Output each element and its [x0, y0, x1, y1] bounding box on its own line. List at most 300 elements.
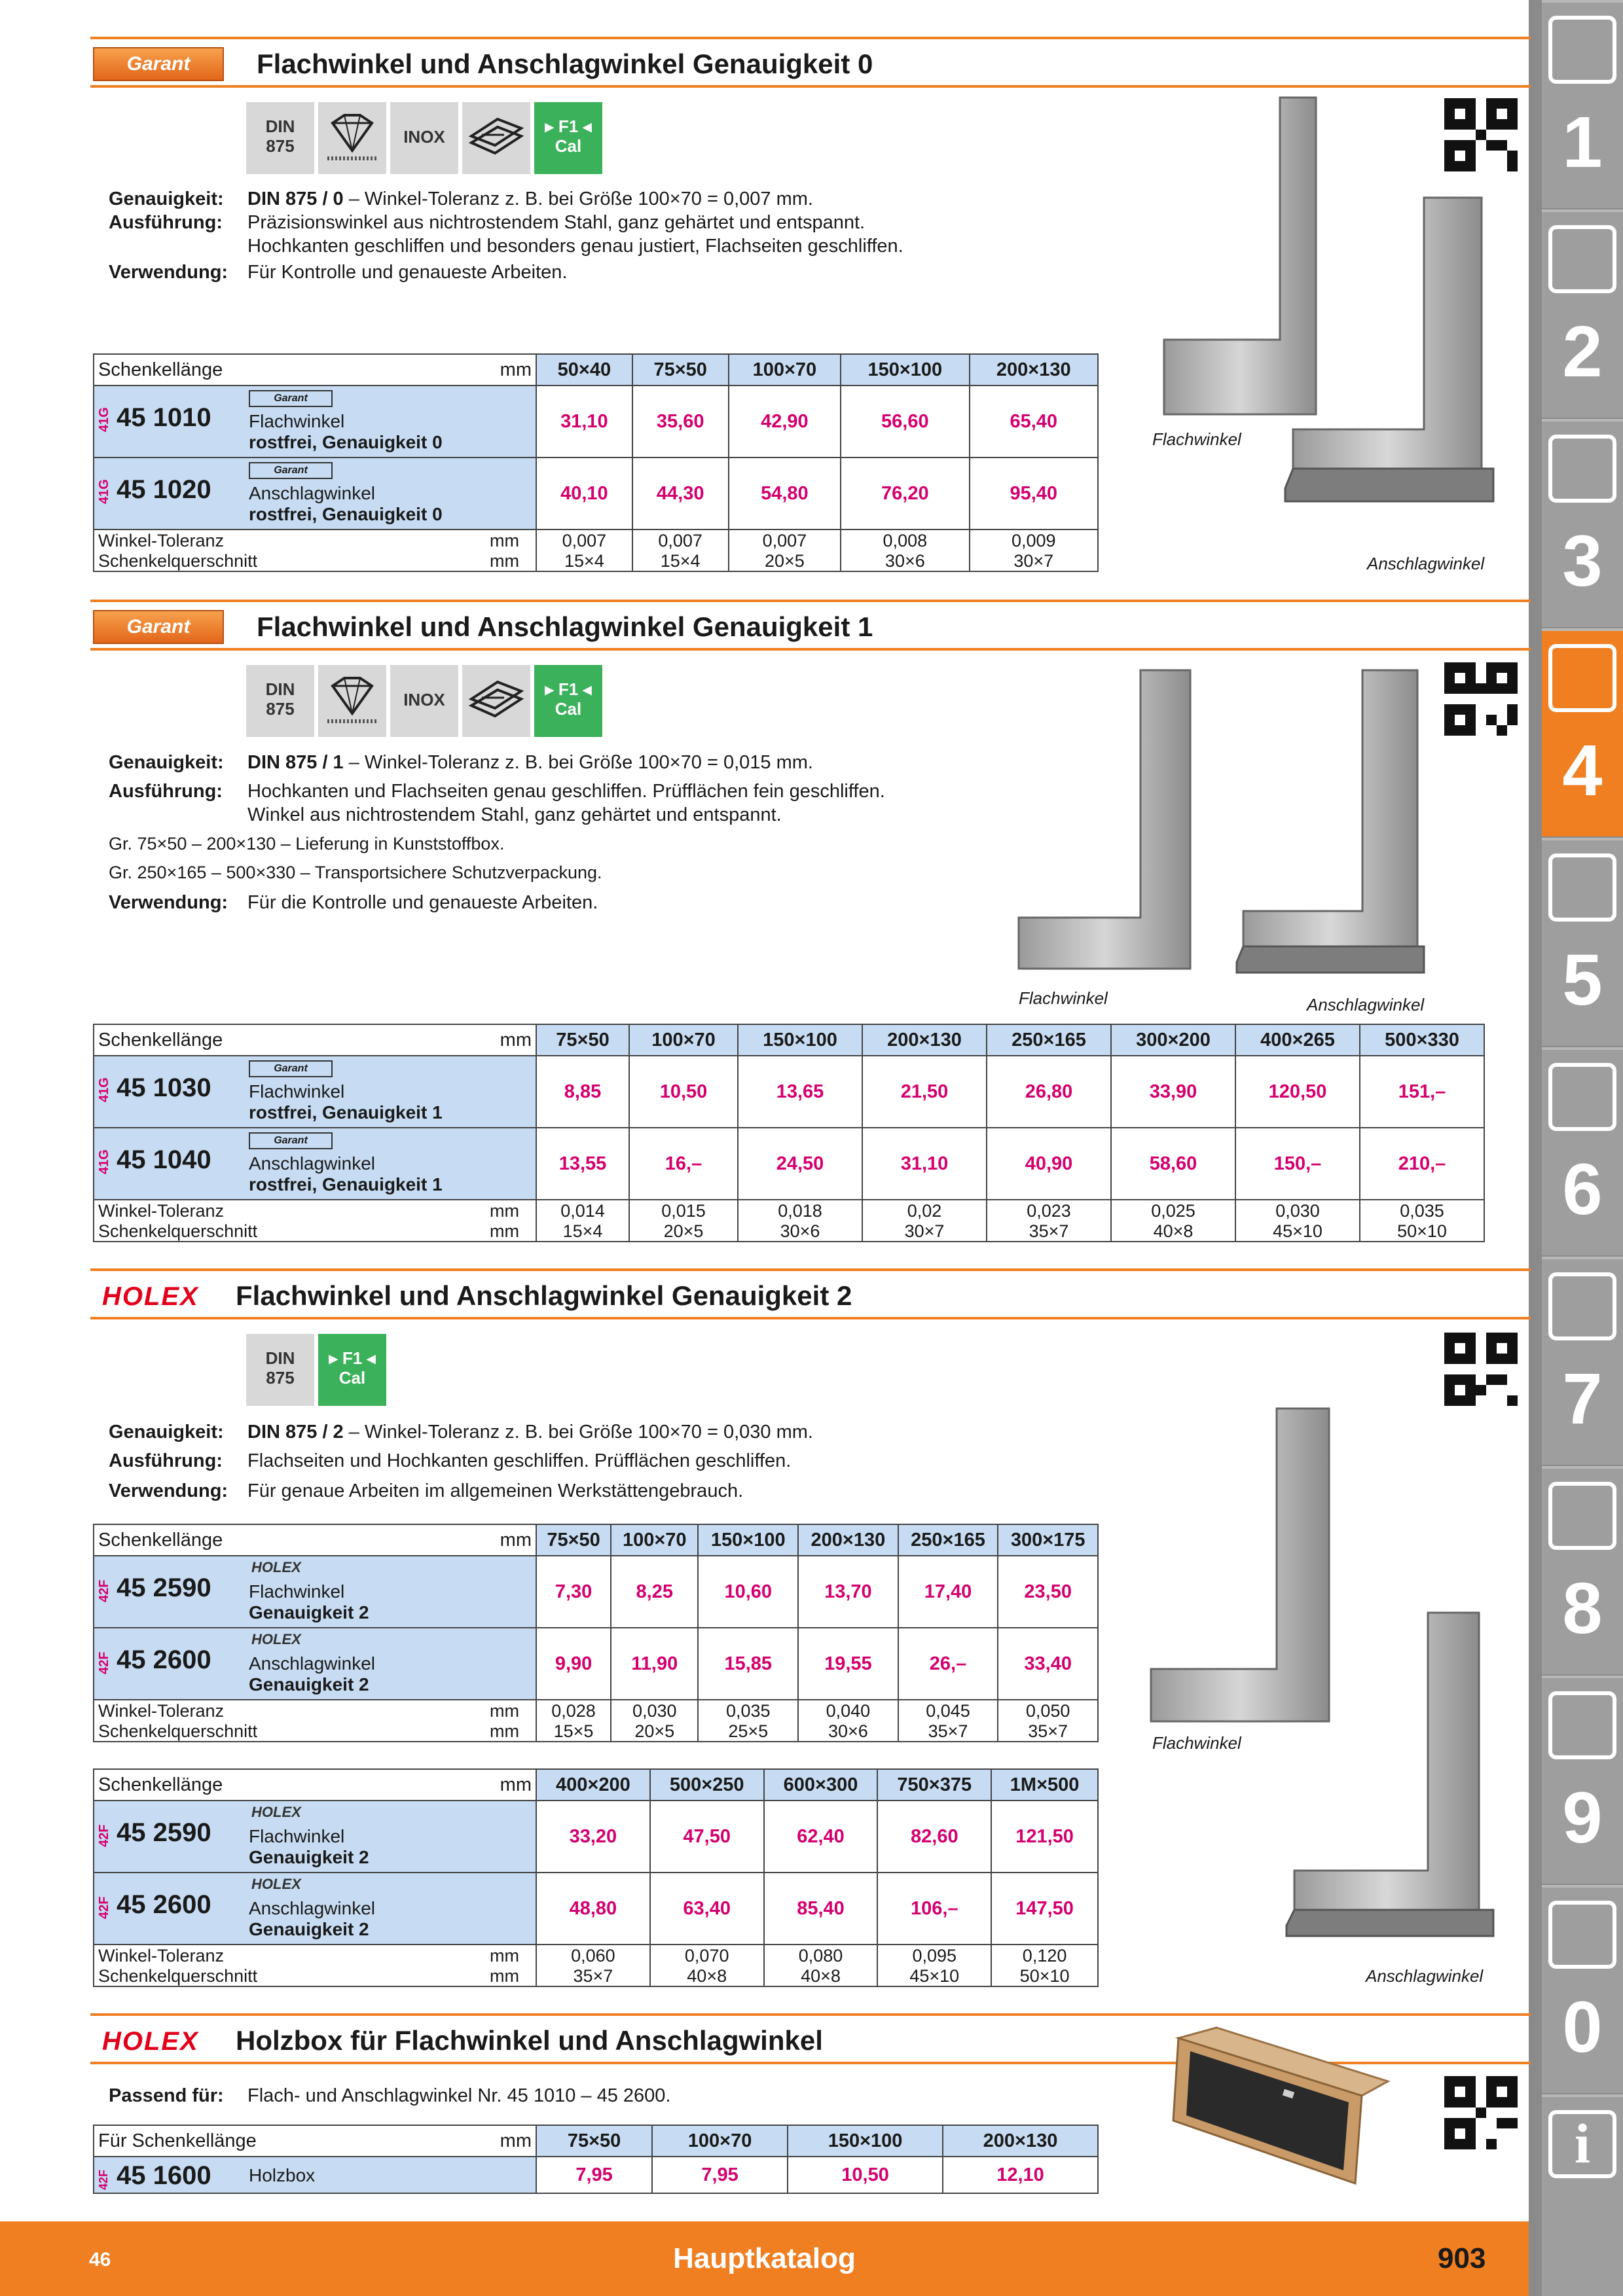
size-header: 150×100 [841, 354, 969, 386]
price-cell: 19,55 [798, 1628, 898, 1700]
tab-number: 2 [1562, 312, 1603, 392]
cross-section-cell: 40×8 [1111, 1221, 1235, 1242]
article-row[interactable] [94, 1128, 1484, 1200]
article-description [94, 1801, 536, 1873]
f1-cal-badge: ▸ F1 ◂ Cal [318, 1334, 386, 1406]
unit-mm: mm [473, 1024, 536, 1056]
tab-chapter-3[interactable] [1542, 419, 1623, 627]
tab-number: 9 [1562, 1778, 1603, 1858]
anschlagwinkel-image [1228, 665, 1437, 1005]
tolerance-cell: 0,035 [698, 1700, 798, 1721]
price-cell: 56,60 [841, 386, 969, 457]
price-cell: 13,70 [798, 1556, 898, 1628]
tab-number: 1 [1562, 102, 1603, 183]
price-cell: 13,55 [536, 1128, 629, 1200]
qr-code-icon[interactable] [1444, 98, 1518, 171]
cross-section-cell: 35×7 [998, 1721, 1098, 1742]
holex-mini-logo: HOLEX [251, 1804, 301, 1820]
tab-number: 7 [1562, 1359, 1603, 1439]
size-header: 400×200 [536, 1769, 650, 1801]
tolerance-cell: 0,120 [991, 1945, 1098, 1965]
garant-mini-logo: Garant [249, 462, 333, 479]
f1-cal-badge: ▸ F1 ◂ Cal [534, 102, 602, 174]
article-name: Flachwinkel [249, 411, 345, 431]
tolerance-cell: 0,060 [536, 1945, 650, 1965]
info-icon: i [1548, 2110, 1616, 2178]
size-header: 750×375 [877, 1769, 991, 1801]
cross-section-cell: 45×10 [877, 1965, 991, 1986]
size-header: 500×250 [650, 1769, 764, 1801]
cross-section-cell: 30×7 [862, 1221, 987, 1242]
saw-blade-icon [1548, 853, 1616, 922]
tolerance-cell: 0,035 [1360, 1200, 1484, 1221]
f1-cal-badge: ▸ F1 ◂ Cal [534, 665, 602, 737]
tolerance-cell: 0,030 [611, 1700, 698, 1721]
price-table-genauigkeit-1 [93, 1024, 1485, 1242]
page-footer [0, 2221, 1529, 2296]
price-cell: 33,20 [536, 1801, 650, 1873]
tab-chapter-1[interactable] [1542, 0, 1623, 208]
article-subtitle: rostfrei, Genauigkeit 1 [249, 1174, 443, 1194]
category-code: 42F [97, 1651, 111, 1674]
genauigkeit-value: DIN 875 / 2 – Winkel-Toleranz z. B. bei Größe 100×70 = 0,030 mm. [247, 1422, 813, 1443]
cross-section-cell: 45×10 [1235, 1221, 1360, 1242]
article-number: 45 1040 [117, 1145, 211, 1174]
diamond-icon [318, 102, 386, 174]
price-cell: 150,– [1235, 1128, 1360, 1200]
ausfuehrung-label: Ausführung: [109, 212, 223, 233]
size-header: 300×175 [998, 1524, 1098, 1556]
article-description [94, 457, 536, 529]
price-cell: 33,90 [1111, 1056, 1235, 1128]
caption-anschlagwinkel: Anschlagwinkel [1366, 1966, 1484, 1986]
tolerance-cell: 0,009 [970, 529, 1098, 550]
article-name: Flachwinkel [249, 1581, 345, 1602]
unit-mm: mm [473, 1769, 536, 1801]
size-header: 100×70 [652, 2125, 788, 2157]
price-cell: 26,80 [987, 1056, 1111, 1128]
size-header: 50×40 [536, 354, 632, 386]
winkel-toleranz-label: Winkel-Toleranz [94, 1700, 473, 1721]
drill-icon [1548, 16, 1616, 84]
price-cell: 54,80 [729, 457, 841, 529]
size-header: 75×50 [632, 354, 729, 386]
price-cell: 9,90 [536, 1628, 611, 1700]
tolerance-cell: 0,023 [987, 1200, 1111, 1221]
size-header: 150×100 [698, 1524, 798, 1556]
tab-chapter-0[interactable] [1542, 1885, 1623, 2093]
cabinet-icon [1548, 1691, 1616, 1759]
article-subtitle: Genauigkeit 2 [249, 1602, 369, 1623]
article-description [94, 1873, 536, 1945]
price-cell: 31,10 [862, 1128, 987, 1200]
ausfuehrung-label: Ausführung: [109, 1450, 223, 1471]
size-header: 250×165 [987, 1024, 1111, 1056]
page-number-left: 46 [89, 2249, 111, 2270]
price-cell: 7,30 [536, 1556, 611, 1628]
price-cell: 65,40 [970, 386, 1098, 457]
unit-mm: mm [473, 1524, 536, 1556]
cross-section-cell: 50×10 [1360, 1221, 1484, 1242]
holzbox-image [1165, 2022, 1401, 2186]
price-cell: 10,60 [698, 1556, 798, 1628]
genauigkeit-value: DIN 875 / 0 – Winkel-Toleranz z. B. bei Größe 100×70 = 0,007 mm. [247, 188, 813, 209]
article-subtitle: Genauigkeit 2 [249, 1674, 369, 1695]
size-header: 400×265 [1235, 1024, 1360, 1056]
size-header: 200×130 [862, 1024, 987, 1056]
garant-logo: Garant [93, 47, 224, 81]
cross-section-cell: 40×8 [764, 1965, 878, 1986]
tolerance-cell: 0,028 [536, 1700, 611, 1721]
caption-anschlagwinkel: Anschlagwinkel [1367, 554, 1485, 573]
spec-row-cross-section [94, 1965, 1098, 1986]
price-table-genauigkeit-2-large [93, 1768, 1099, 1987]
article-row[interactable] [94, 386, 1098, 457]
article-description [94, 2157, 536, 2193]
size-header: 1M×500 [991, 1769, 1098, 1801]
tab-info[interactable] [1542, 2094, 1623, 2296]
size-header: 100×70 [611, 1524, 698, 1556]
price-table-holzbox [93, 2125, 1099, 2194]
price-cell: 33,40 [998, 1628, 1098, 1700]
genauigkeit-label: Genauigkeit: [109, 752, 224, 773]
price-cell: 7,95 [652, 2157, 788, 2193]
unit-mm: mm [473, 1945, 536, 1965]
article-name: Flachwinkel [249, 1826, 345, 1846]
genauigkeit-label: Genauigkeit: [109, 188, 224, 209]
article-number: 45 2600 [117, 1890, 211, 1919]
garant-mini-logo: Garant [249, 390, 333, 407]
tab-number: 6 [1562, 1149, 1603, 1230]
schenkelquerschnitt-label: Schenkelquerschnitt [94, 550, 473, 571]
price-cell: 40,10 [536, 457, 632, 529]
passend-value: Flach- und Anschlagwinkel Nr. 45 1010 – 45 2600. [247, 2085, 671, 2106]
article-number: 45 2590 [117, 1573, 211, 1602]
article-subtitle: Genauigkeit 2 [249, 1847, 369, 1867]
article-number: 45 2600 [117, 1645, 211, 1674]
ausfuehrung-label: Ausführung: [109, 781, 223, 802]
article-row[interactable] [94, 1801, 1098, 1873]
article-row[interactable] [94, 1556, 1098, 1628]
price-cell: 121,50 [991, 1801, 1098, 1873]
size-header: 75×50 [536, 2125, 652, 2157]
din-875-badge: DIN 875 [246, 1334, 314, 1406]
article-row[interactable] [94, 457, 1098, 529]
spec-row-cross-section [94, 1721, 1098, 1742]
section-2-info [109, 751, 1091, 921]
price-cell: 76,20 [841, 457, 969, 529]
anschlagwinkel-image [1280, 1609, 1503, 1962]
tolerance-cell: 0,008 [841, 529, 969, 550]
size-header: 100×70 [629, 1024, 738, 1056]
garant-mini-logo: Garant [249, 1132, 333, 1149]
tolerance-cell: 0,007 [729, 529, 841, 550]
tab-chapter-4[interactable] [1542, 628, 1623, 836]
section-header-genauigkeit-2 [90, 1268, 1531, 1319]
price-cell: 40,90 [987, 1128, 1111, 1200]
chapter-tab-bar [1529, 0, 1623, 2296]
price-cell: 120,50 [1235, 1056, 1360, 1128]
tolerance-cell: 0,040 [798, 1700, 898, 1721]
winkel-toleranz-label: Winkel-Toleranz [94, 529, 473, 550]
cross-section-cell: 15×4 [536, 550, 632, 571]
spec-row-tolerance [94, 1700, 1098, 1721]
schenkellaenge-header: Für Schenkellänge [94, 2125, 473, 2157]
spec-row-tolerance [94, 1200, 1484, 1221]
size-header: 150×100 [738, 1024, 862, 1056]
price-cell: 95,40 [970, 457, 1098, 529]
winkel-toleranz-label: Winkel-Toleranz [94, 1945, 473, 1965]
caption-flachwinkel: Flachwinkel [1152, 1733, 1241, 1753]
tab-chapter-2[interactable] [1542, 209, 1623, 418]
price-cell: 23,50 [998, 1556, 1098, 1628]
article-row[interactable] [94, 1056, 1484, 1128]
caliper-icon [1548, 644, 1616, 712]
article-name: Anschlagwinkel [249, 483, 375, 503]
cross-section-cell: 15×4 [632, 550, 729, 571]
insert-icon [1548, 225, 1616, 293]
tab-number: 0 [1562, 1987, 1603, 2068]
genauigkeit-value: DIN 875 / 1 – Winkel-Toleranz z. B. bei Größe 100×70 = 0,015 mm. [247, 752, 813, 773]
price-cell: 10,50 [629, 1056, 738, 1128]
tolerance-cell: 0,007 [536, 529, 632, 550]
article-row[interactable] [94, 1873, 1098, 1945]
delivery-note-1: Gr. 75×50 – 200×130 – Lieferung in Kunststoffbox. [109, 834, 505, 853]
price-cell: 63,40 [650, 1873, 764, 1945]
tolerance-cell: 0,080 [764, 1945, 878, 1965]
schenkelquerschnitt-label: Schenkelquerschnitt [94, 1221, 473, 1242]
price-cell: 21,50 [862, 1056, 987, 1128]
category-code: 41G [97, 479, 111, 504]
garant-logo: Garant [93, 610, 224, 644]
category-code: 42F [97, 1896, 111, 1919]
unit-mm: mm [473, 354, 536, 386]
wrench-icon [1548, 1063, 1616, 1131]
price-cell: 85,40 [764, 1873, 878, 1945]
price-cell: 26,– [898, 1628, 998, 1700]
diamond-icon [318, 665, 386, 737]
caption-flachwinkel: Flachwinkel [1152, 429, 1241, 449]
verwendung-value: Für genaue Arbeiten im allgemeinen Werkstättengebrauch. [247, 1480, 744, 1501]
schenkellaenge-header: Schenkellänge [94, 1524, 473, 1556]
tolerance-cell: 0,045 [898, 1700, 998, 1721]
article-subtitle: rostfrei, Genauigkeit 0 [249, 432, 443, 452]
article-description [94, 386, 536, 457]
page-number-right: 903 [1438, 2242, 1486, 2274]
inox-badge: INOX [390, 102, 458, 174]
verwendung-label: Verwendung: [109, 262, 228, 283]
tab-number: 5 [1562, 940, 1603, 1020]
price-cell: 147,50 [991, 1873, 1098, 1945]
verwendung-value: Für die Kontrolle und genaueste Arbeiten. [247, 892, 598, 913]
schenkelquerschnitt-label: Schenkelquerschnitt [94, 1965, 473, 1986]
price-cell: 11,90 [611, 1628, 698, 1700]
price-cell: 12,10 [943, 2157, 1098, 2193]
unit-mm: mm [473, 1965, 536, 1986]
pliers-icon [1548, 1272, 1616, 1340]
price-cell: 82,60 [877, 1801, 991, 1873]
size-header: 150×100 [788, 2125, 943, 2157]
size-header: 75×50 [536, 1024, 629, 1056]
section-title: Flachwinkel und Anschlagwinkel Genauigkeit 2 [236, 1280, 852, 1311]
price-cell: 13,65 [738, 1056, 862, 1128]
qr-code-icon[interactable] [1444, 2076, 1518, 2149]
tab-chapter-5[interactable] [1542, 838, 1623, 1046]
safety-glasses-icon [1548, 1901, 1616, 1969]
verwendung-label: Verwendung: [109, 892, 228, 913]
tab-chapter-6[interactable] [1542, 1047, 1623, 1255]
section-1-info [109, 187, 1091, 298]
section-3-info [109, 1420, 1091, 1505]
price-cell: 24,50 [738, 1128, 862, 1200]
price-cell: 31,10 [536, 386, 632, 457]
tolerance-cell: 0,050 [998, 1700, 1098, 1721]
tolerance-cell: 0,007 [632, 529, 729, 550]
size-header: 200×130 [970, 354, 1098, 386]
ausfuehrung-line-1: Hochkanten und Flachseiten genau geschliffen. Prüfflächen fein geschliffen. [247, 781, 885, 802]
tab-number: 3 [1562, 521, 1603, 601]
price-table-genauigkeit-0 [93, 353, 1099, 572]
article-row[interactable] [94, 2157, 1098, 2193]
verwendung-label: Verwendung: [109, 1480, 228, 1501]
article-name: Anschlagwinkel [249, 1898, 375, 1918]
ausfuehrung-line-1: Flachseiten und Hochkanten geschliffen. Prüfflächen geschliffen. [247, 1450, 792, 1471]
catalog-name: Hauptkatalog [673, 2242, 856, 2274]
cross-section-cell: 30×6 [798, 1721, 898, 1742]
cross-section-cell: 15×4 [536, 1221, 629, 1242]
flachwinkel-image [1013, 665, 1210, 979]
article-description [94, 1628, 536, 1700]
unit-mm: mm [473, 529, 536, 550]
delivery-note-2: Gr. 250×165 – 500×330 – Transportsichere Schutzverpackung. [109, 863, 602, 882]
article-number: 45 1030 [117, 1073, 211, 1102]
schenkellaenge-header: Schenkellänge [94, 354, 473, 386]
section-header-genauigkeit-0 [90, 37, 1531, 88]
qr-code-icon[interactable] [1444, 1333, 1518, 1406]
ausfuehrung-line-2: Hochkanten geschliffen und besonders genau justiert, Flachseiten geschliffen. [247, 236, 903, 257]
category-code: 41G [97, 1149, 111, 1174]
workbench-icon [1548, 1482, 1616, 1550]
tolerance-cell: 0,02 [862, 1200, 987, 1221]
storage-box-icon [462, 102, 530, 174]
article-row[interactable] [94, 1628, 1098, 1700]
caption-anschlagwinkel: Anschlagwinkel [1307, 995, 1425, 1014]
price-cell: 210,– [1360, 1128, 1484, 1200]
unit-mm: mm [473, 1200, 536, 1221]
size-header: 200×130 [798, 1524, 898, 1556]
schenkellaenge-header: Schenkellänge [94, 1024, 473, 1056]
cross-section-cell: 35×7 [987, 1221, 1111, 1242]
price-cell: 7,95 [536, 2157, 652, 2193]
size-header: 200×130 [943, 2125, 1098, 2157]
article-description [94, 1056, 536, 1128]
price-cell: 58,60 [1111, 1128, 1235, 1200]
garant-mini-logo: Garant [249, 1060, 333, 1077]
schenkellaenge-header: Schenkellänge [94, 1769, 473, 1801]
section-title: Flachwinkel und Anschlagwinkel Genauigkeit 1 [257, 611, 873, 642]
holex-mini-logo: HOLEX [251, 1631, 301, 1647]
section-title: Holzbox für Flachwinkel und Anschlagwinkel [236, 2025, 823, 2056]
tolerance-cell: 0,014 [536, 1200, 629, 1221]
spec-row-tolerance [94, 529, 1098, 550]
cross-section-cell: 30×6 [738, 1221, 862, 1242]
section-4-info [109, 2084, 960, 2110]
price-cell: 106,– [877, 1873, 991, 1945]
tolerance-cell: 0,015 [629, 1200, 738, 1221]
tab-chapter-9[interactable] [1542, 1676, 1623, 1884]
unit-mm: mm [473, 1221, 536, 1242]
unit-mm: mm [473, 2125, 536, 2157]
size-header: 100×70 [729, 354, 841, 386]
holex-logo: HOLEX [102, 1282, 199, 1311]
article-subtitle: Genauigkeit 2 [249, 1919, 369, 1939]
section-title: Flachwinkel und Anschlagwinkel Genauigkeit 0 [257, 48, 873, 79]
tab-chapter-7[interactable] [1542, 1257, 1623, 1465]
article-description [94, 1128, 536, 1200]
qr-code-icon[interactable] [1444, 662, 1518, 736]
price-cell: 15,85 [698, 1628, 798, 1700]
holex-mini-logo: HOLEX [251, 1559, 301, 1575]
size-header: 75×50 [536, 1524, 611, 1556]
section-header-genauigkeit-1 [90, 600, 1531, 651]
chuck-icon [1548, 435, 1616, 503]
article-name: Anschlagwinkel [249, 1653, 375, 1674]
article-number: 45 2590 [117, 1818, 211, 1847]
article-number: 45 1020 [117, 475, 211, 504]
cross-section-cell: 20×5 [729, 550, 841, 571]
category-code: 41G [97, 407, 111, 432]
unit-mm: mm [473, 550, 536, 571]
tolerance-cell: 0,018 [738, 1200, 862, 1221]
price-cell: 35,60 [632, 386, 729, 457]
holex-logo: HOLEX [102, 2027, 199, 2056]
unit-mm: mm [473, 1700, 536, 1721]
size-header: 500×330 [1360, 1024, 1484, 1056]
category-code: 42F [97, 2169, 110, 2190]
article-number: 45 1600 [117, 2161, 211, 2190]
caption-flachwinkel: Flachwinkel [1019, 988, 1108, 1008]
cross-section-cell: 20×5 [629, 1221, 738, 1242]
din-875-badge: DIN 875 [246, 665, 314, 737]
cross-section-cell: 50×10 [991, 1965, 1098, 1986]
price-cell: 16,– [629, 1128, 738, 1200]
article-name: Anschlagwinkel [249, 1153, 375, 1174]
article-subtitle: rostfrei, Genauigkeit 1 [249, 1102, 443, 1122]
cross-section-cell: 15×5 [536, 1721, 611, 1742]
holex-mini-logo: HOLEX [251, 1876, 301, 1892]
price-table-genauigkeit-2-small [93, 1524, 1099, 1742]
tab-number: 8 [1562, 1568, 1603, 1649]
ausfuehrung-line-2: Winkel aus nichtrostendem Stahl, ganz gehärtet und entspannt. [247, 804, 782, 825]
category-code: 42F [97, 1824, 111, 1847]
article-description [94, 1556, 536, 1628]
price-cell: 44,30 [632, 457, 729, 529]
spec-row-cross-section [94, 550, 1098, 571]
tab-number: 4 [1562, 730, 1603, 811]
price-cell: 151,– [1360, 1056, 1484, 1128]
price-cell: 17,40 [898, 1556, 998, 1628]
storage-box-icon [462, 665, 530, 737]
genauigkeit-label: Genauigkeit: [109, 1422, 224, 1443]
verwendung-value: Für Kontrolle und genaueste Arbeiten. [247, 262, 568, 283]
article-name: Holzbox [249, 2165, 316, 2185]
tab-chapter-8[interactable] [1542, 1466, 1623, 1674]
anschlagwinkel-image [1280, 194, 1503, 547]
category-code: 41G [97, 1077, 111, 1102]
ausfuehrung-line-1: Präzisionswinkel aus nichtrostendem Stahl, ganz gehärtet und entspannt. [247, 212, 866, 233]
tolerance-cell: 0,095 [877, 1945, 991, 1965]
size-header: 300×200 [1111, 1024, 1235, 1056]
